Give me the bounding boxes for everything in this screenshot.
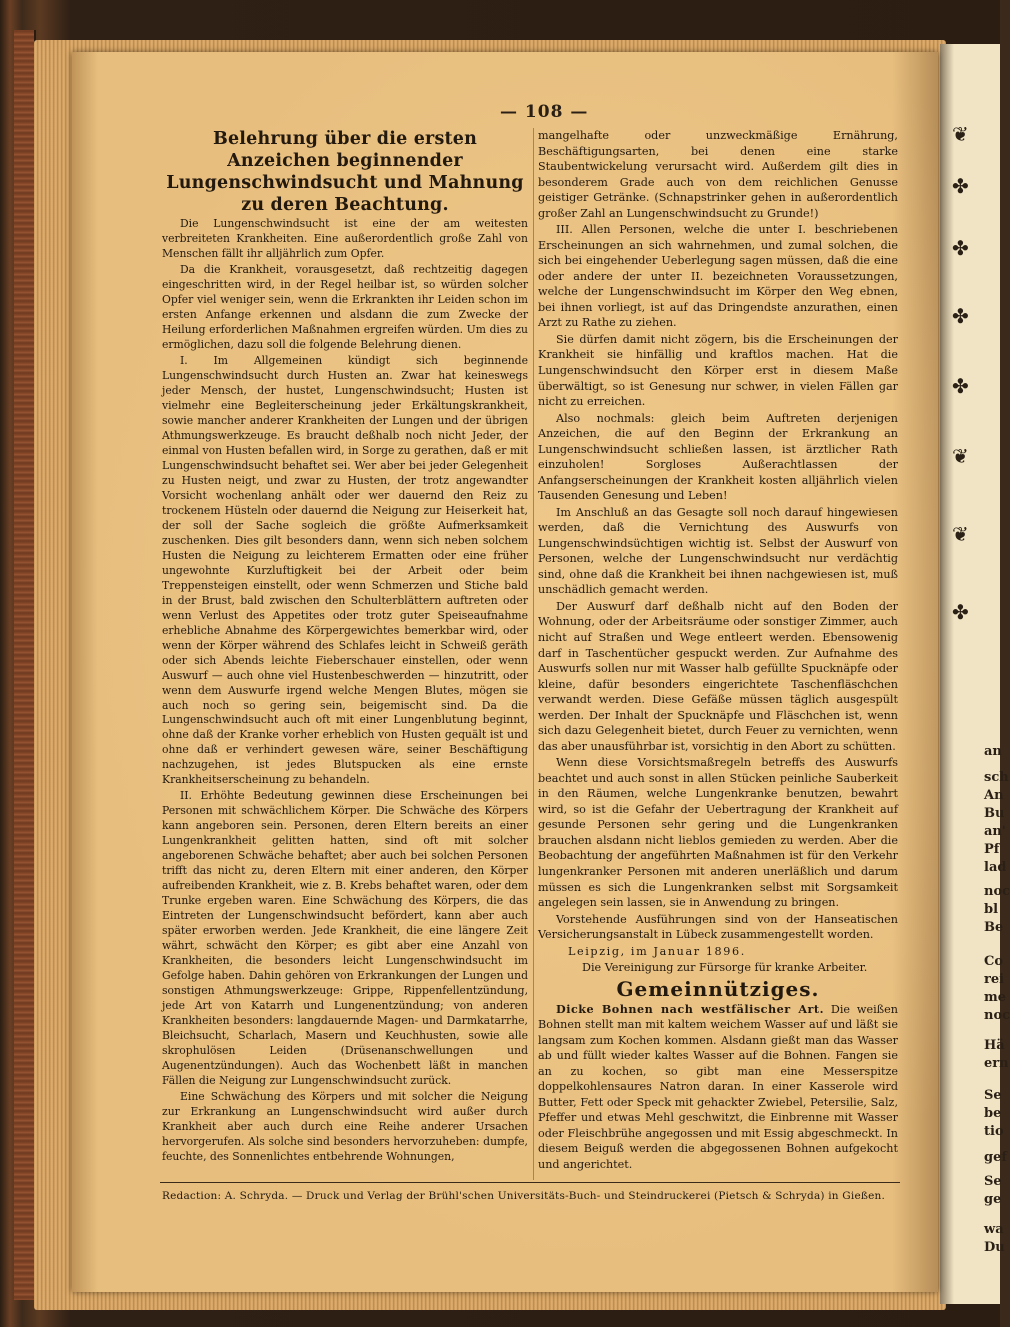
ornament-icon: ✤ xyxy=(952,304,969,328)
fragment-text: Hä xyxy=(984,1038,1005,1053)
section-heading: Gemeinnütziges. xyxy=(616,976,820,1001)
fragment-text: gef xyxy=(984,1150,1007,1165)
fragment-text: rei xyxy=(984,972,1005,987)
left-column xyxy=(162,128,528,1166)
fragment-text: An xyxy=(984,788,1004,803)
fragment-text: Se xyxy=(984,1174,1002,1189)
fragment-text: lad xyxy=(984,860,1007,875)
ornament-icon: ✤ xyxy=(952,600,969,624)
footer-rule xyxy=(160,1182,900,1183)
fragment-text: Be xyxy=(984,920,1004,935)
fragment-text: me xyxy=(984,990,1007,1005)
article-paragraph: mangelhafte oder unzweckmäßige Ernährung, Beschäftigungsarten, bei denen eine starke Staubentwickelung verursacht wird. Außerdem gilt dies in besonderem Grade auch von dem reichlichen Genusse geistiger Getränke. (Schnapstrinker gehen in außerordentlich großer Zahl an Lungenschwindsucht zu Grunde!) xyxy=(538,129,898,220)
fragment-text: noc xyxy=(984,884,1010,899)
article-paragraph: Im Anschluß an das Gesagte soll noch darauf hingewiesen werden, daß die Vernichtung des Auswurfs von Lungenschwindsüchtigen wichtig ist. Selbst der Auswurf von Personen, welche der Lungenschwindsucht nur verdächtig sind, ohne daß die Krankheit bei ihnen nachgewiesen ist, muß unschädlich gemacht werden. xyxy=(538,505,898,597)
article-paragraph: I. Im Allgemeinen kündigt sich beginnende Lungenschwindsucht durch Husten an. Zwar hat keineswegs jeder Mensch, der hustet, Lungenschwindsucht; Husten ist vielmehr eine Begleiterscheinung jeder Erkältungskrankheit, sowie mancher anderer Krankheiten der Lungen und der übrigen Athmungswerkzeuge. Es braucht deßhalb noch nicht Jeder, der einmal von Husten befallen wird, in Sorge zu gerathen, daß er mit Lungenschwindsucht behaftet sei. Wer aber bei jeder Gelegenheit zu Husten neigt, und zwar zu Husten, der trotz angewandter Vorsicht wochenlang anhält oder wer dauernd den Reiz zu trockenem Hüsteln oder dauernd die Neigung zur Heiserkeit hat, der soll der Sache sogleich die größte Aufmerksamkeit zuschenken. Dies gilt besonders dann, wenn sich neben solchem Husten die Neigung zu leichterem Ermatten oder eine früher ungewohnte Kurzluftigkeit bei der Arbeit oder beim Treppensteigen einstellt, oder wenn Schmerzen und Stiche bald in der Brust, bald zwischen den Schulterblättern auftreten oder wenn Verlust des Appetites oder trotz guter Speiseaufnahme erhebliche Abnahme des Körpergewichtes bemerkbar wird, oder wenn der Körper während des Schlafes leicht in Schweiß geräth oder sich Abends leichte Fieberschauer einstellen, oder wenn Auswurf — auch ohne viel Hustenbeschwerden — hinzutritt, oder wenn dem Auswurfe irgend welche Mengen Blutes, mögen sie auch noch so gering sein, beigemischt sind. Da die Lungenschwindsucht auch oft mit einer Lungenblutung beginnt, ohne daß der Kranke vorher erheblich von Husten gequält ist und ohne daß er verhindert gewesen wäre, seiner Beschäftigung nachzugehen, ist jedes Blutspucken als eine ernste Krankheitserscheinung zu behandeln. xyxy=(162,353,528,787)
fragment-text: an xyxy=(984,744,1002,759)
article-paragraph: Da die Krankheit, vorausgesetzt, daß rechtzeitig dagegen eingeschritten wird, in der Regel heilbar ist, so würden solcher Opfer viel weniger sein, wenn die Erkrankten ihr Leiden schon im ersten Anfange erkennen und alsdann die zum Zwecke der Heilung erforderlichen Maßnahmen ergreifen würden. Um dies zu ermöglichen, dazu soll die folgende Belehrung dienen. xyxy=(162,262,528,351)
ornament-icon: ✤ xyxy=(952,174,969,198)
place-date: Leipzig, im Januar 1896. xyxy=(568,944,746,958)
fragment-text: ge xyxy=(984,1192,1002,1207)
fragment-text: sch xyxy=(984,770,1009,785)
recipe-title: Dicke Bohnen nach westfälischer Art. xyxy=(556,1001,824,1016)
page-number: — 108 — xyxy=(500,102,589,122)
recipe-text: Die weißen Bohnen stellt man mit kaltem weichem Wasser auf und läßt sie langsam zum Kochen kommen. Alsdann gießt man das Wasser ab und füllt wieder kaltes Wasser auf die Bohnen. Fangen sie an zu kochen, so gibt man eine Messerspitze doppelkohlensaures Natron daran. In einer Kasserole wird Butter, Fett oder Speck mit gehackter Zwiebel, Petersilie, Salz, Pfeffer und etwas Mehl geschwitzt, die Einbrenne mit Wasser oder Fleischbrühe angegossen und mit Essig abgeschmeckt. In diesem Beiguß werden die abgegossenen Bohnen aufgekocht und angerichtet. xyxy=(538,1002,898,1171)
column-divider xyxy=(533,128,534,1180)
article-paragraph: Wenn diese Vorsichtsmaßregeln betreffs des Auswurfs beachtet und auch sonst in allen Stücken peinliche Sauberkeit in den Räumen, welche Lungenkranke benutzen, bewahrt wird, so ist die Gefahr der Uebertragung der Krankheit auf gesunde Personen sehr gering und die Lungenkranken brauchen alsdann nicht lieblos gemieden zu werden. Aber die Beobachtung der angeführten Maßnahmen ist für den Verkehr lungenkranker Personen mit anderen unerläßlich und darum müssen es sich die Lungenkranken selbst mit Sorgsamkeit angelegen sein lassen, sie in Anwendung zu bringen. xyxy=(538,756,898,910)
fragment-text: Se xyxy=(984,1088,1002,1103)
ornament-icon: ✤ xyxy=(952,236,969,260)
article-paragraph: III. Allen Personen, welche die unter I. beschriebenen Erscheinungen an sich wahrnehmen, und zumal solchen, die sich bei eingehender Ueberlegung sagen müssen, daß die eine oder andere der unter II. bezeichneten Voraussetzungen, welche der Lungenschwindsucht im Körper den Weg ebnen, bei ihnen vorliegt, ist auf das Dringendste anzurathen, einen Arzt zu Rathe zu ziehen. xyxy=(538,223,898,330)
fragment-text: tio xyxy=(984,1124,1004,1139)
article-paragraph: II. Erhöhte Bedeutung gewinnen diese Erscheinungen bei Personen mit schwächlichem Körper. Die Schwäche des Körpers kann angeboren sein. Personen, deren Eltern bereits an einer Lungenkrankheit gelitten hatten, sind oft mit solcher angeborenen Schwäche behaftet; aber auch bei solchen Personen trifft das nicht zu, deren Eltern mit einer anderen, den Körper aufreibenden Krankheit, wie z. B. Krebs behaftet waren, oder dem Trunke ergeben waren. Eine Schwächung des Körpers, die das Eintreten der Lungenschwindsucht befördert, kann aber auch später erworben werden. Jede Krankheit, die eine längere Zeit währt, schwächt den Körper; es gibt aber eine Anzahl von Krankheiten, die besonders leicht Lungenschwindsucht im Gefolge haben. Dahin gehören von Erkrankungen der Lungen und sonstigen Athmungswerkzeuge: Grippe, Rippenfellentzündung, jede Art von Katarrh und Lungenentzündung; von anderen Krankheiten besonders: langdauernde Magen- und Darmkatarrhe, Bleichsucht, Scharlach, Masern und Keuchhusten, sowie alle skrophulösen Leiden (Drüsenanschwellungen und Augenentzündungen). Auch das Wochenbett läßt in manchen Fällen die Neigung zur Lungenschwindsucht zurück. xyxy=(162,789,528,1088)
ornament-icon: ❦ xyxy=(952,522,969,546)
article-paragraph: Vorstehende Ausführungen sind von der Hanseatischen Versicherungsanstalt in Lübeck zusammengestellt worden. xyxy=(538,912,898,942)
fragment-text: noc xyxy=(984,1008,1010,1023)
article-paragraph: Die Lungenschwindsucht ist eine der am weitesten verbreiteten Krankheiten. Eine außerordentlich große Zahl von Menschen fällt ihr alljährlich zum Opfer. xyxy=(162,217,528,260)
fragment-text: Co xyxy=(984,954,1004,969)
recipe-paragraph xyxy=(538,1002,898,1173)
fragment-text: Bu xyxy=(984,806,1005,821)
article-paragraph: Eine Schwächung des Körpers und mit solcher die Neigung zur Erkrankung an Lungenschwindsucht wird außer durch Krankheit aber auch durch eine Reihe anderer Ursachen hervorgerufen. Als solche sind besonders hervorzuheben: dumpfe, feuchte, des Sonnenlichtes entbehrende Wohnungen, xyxy=(162,1090,528,1164)
imprint-footer: Redaction: A. Schryda. — Druck und Verlag der Brühl'schen Universitäts-Buch- und Steindruckerei (Pietsch & Schryda) in Gießen. xyxy=(162,1190,885,1202)
ornament-icon: ❦ xyxy=(952,122,969,146)
fragment-text: be xyxy=(984,1106,1002,1121)
fragment-text: Du xyxy=(984,1240,1005,1255)
book-spine xyxy=(14,30,36,1300)
ornament-icon: ✤ xyxy=(952,374,969,398)
fragment-text: bl xyxy=(984,902,999,917)
signature: Die Vereinigung zur Fürsorge für kranke Arbeiter. xyxy=(582,961,868,975)
article-title: Belehrung über die ersten Anzeichen beginnender Lungenschwindsucht und Mahnung zu deren Beachtung. xyxy=(166,129,524,215)
ornament-icon: ❦ xyxy=(952,444,969,468)
article-paragraph: Sie dürfen damit nicht zögern, bis die Erscheinungen der Krankheit sie hinfällig und kraftlos machen. Hat die Lungenschwindsucht den Körper erst in diesem Maße überwältigt, so ist Genesung nur schwer, in vielen Fällen gar nicht zu erreichen. xyxy=(538,332,898,409)
fragment-text: wa xyxy=(984,1222,1004,1237)
right-column xyxy=(538,128,898,1174)
fragment-text: Pf xyxy=(984,842,1000,857)
article-paragraph: Der Auswurf darf deßhalb nicht auf den Boden der Wohnung, oder der Arbeitsräume oder sonstiger Zimmer, auch nicht auf Straßen und Wege entleert werden. Ebensowenig darf in Taschentücher gespuckt werden. Zur Aufnahme des Auswurfs sollen nur mit Wasser halb gefüllte Spucknäpfe oder kleine, dafür besonders eingerichtete Taschenfläschchen verwandt werden. Diese Gefäße müssen täglich ausgespült werden. Der Inhalt der Spucknäpfe und Fläschchen ist, wenn sich dazu Gelegenheit bietet, durch Feuer zu vernichten, wenn das aber unausführbar ist, vorsichtig in den Abort zu schütten. xyxy=(538,599,898,753)
fragment-text: an' xyxy=(984,824,1006,839)
article-paragraph: Also nochmals: gleich beim Auftreten derjenigen Anzeichen, die auf den Beginn der Erkrankung an Lungenschwindsucht schließen lassen, ist ärztlicher Rath einzuholen! Sorgloses Außerachtlassen der Anfangserscheinungen der Krankheit kosten alljährlich vielen Tausenden Genesung und Leben! xyxy=(538,411,898,503)
fragment-text: ern xyxy=(984,1056,1009,1071)
next-page-edge xyxy=(940,44,1010,1304)
